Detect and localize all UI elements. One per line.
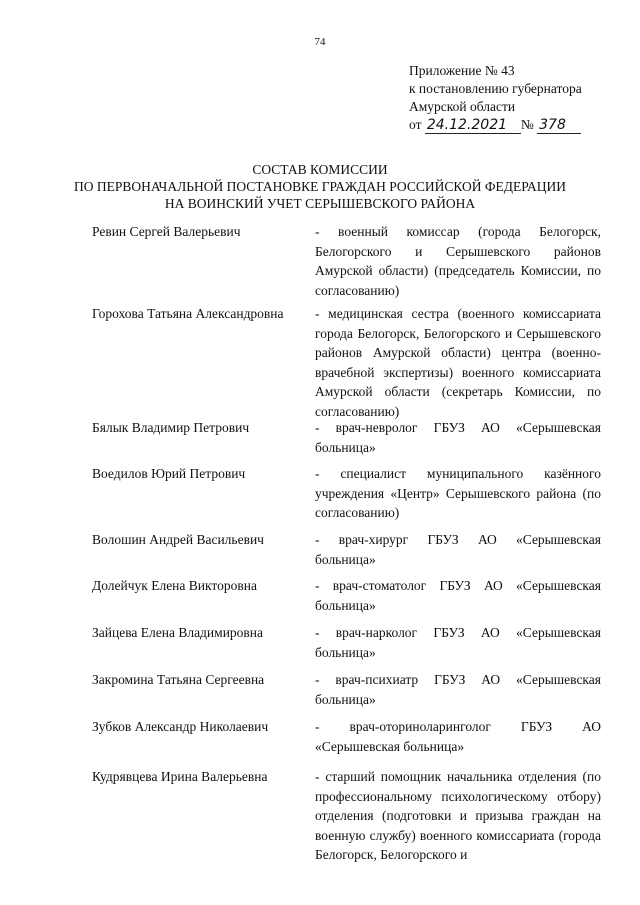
appendix-header [409, 62, 582, 134]
member-role: - специалист муниципального казённого учреждения «Центр» Серышевского района (по согласованию) [315, 466, 601, 520]
member-role: - врач-стоматолог ГБУЗ АО «Серышевская больница» [315, 578, 601, 613]
handwritten-date: 24.12.2021 [425, 118, 521, 134]
member-role: - медицинская сестра (военного комиссариата города Белогорск, Белогорского и Серышевского районов Амурской области) центра (военно-врачебной экспертизы) военного комиссариата Амурской области (секретарь Комиссии, по согласованию) [315, 306, 601, 419]
member-role: - врач-невролог ГБУЗ АО «Серышевская больница» [315, 420, 601, 455]
page-number: 74 [314, 36, 326, 48]
member-role: - врач-хирург ГБУЗ АО «Серышевская больница» [315, 532, 601, 567]
member-name: Ревин Сергей Валерьевич [92, 224, 241, 239]
title-line-3: НА ВОИНСКИЙ УЧЕТ СЕРЫШЕВСКОГО РАЙОНА [164, 196, 476, 211]
handwritten-number: 378 [537, 118, 581, 134]
member-role: - врач-психиатр ГБУЗ АО «Серышевская больница» [315, 672, 601, 707]
member-name: Зайцева Елена Владимировна [92, 625, 264, 640]
appendix-line-1: Приложение № 43 [409, 63, 515, 78]
member-name: Зубков Александр Николаевич [92, 719, 269, 734]
appendix-line-3: Амурской области [409, 99, 516, 114]
member-name: Воедилов Юрий Петрович [92, 466, 246, 481]
appendix-number-sign: № [520, 117, 534, 132]
title-line-2: ПО ПЕРВОНАЧАЛЬНОЙ ПОСТАНОВКЕ ГРАЖДАН РОССИЙСКОЙ ФЕДЕРАЦИИ [73, 179, 567, 194]
document-title [0, 161, 640, 212]
member-role: - старший помощник начальника отделения (по профессиональному психологическому отбору) отделения (подготовки и призыва граждан на военную службу) военного комиссариата (города Белогорск, Белогорского и [315, 769, 601, 862]
member-role: - врач-оториноларинголог ГБУЗ АО «Серышевская больница» [315, 719, 601, 754]
appendix-line-2: к постановлению губернатора [409, 81, 582, 96]
member-name: Закромина Татьяна Сергеевна [92, 672, 265, 687]
appendix-date-line [409, 116, 582, 134]
title-line-1: СОСТАВ КОМИССИИ [252, 162, 388, 177]
member-role: - врач-нарколог ГБУЗ АО «Серышевская больница» [315, 625, 601, 660]
member-role: - военный комиссар (города Белогорск, Белогорского и Серышевского районов Амурской области) (председатель Комиссии, по согласованию) [315, 224, 601, 298]
member-name: Волошин Андрей Васильевич [92, 532, 264, 547]
member-name: Кудрявцева Ирина Валерьевна [92, 769, 268, 784]
member-name: Долейчук Елена Викторовна [92, 578, 257, 593]
member-name: Бялык Владимир Петрович [92, 420, 250, 435]
member-name: Горохова Татьяна Александровна [92, 306, 284, 321]
appendix-date-prefix: от [409, 117, 422, 132]
